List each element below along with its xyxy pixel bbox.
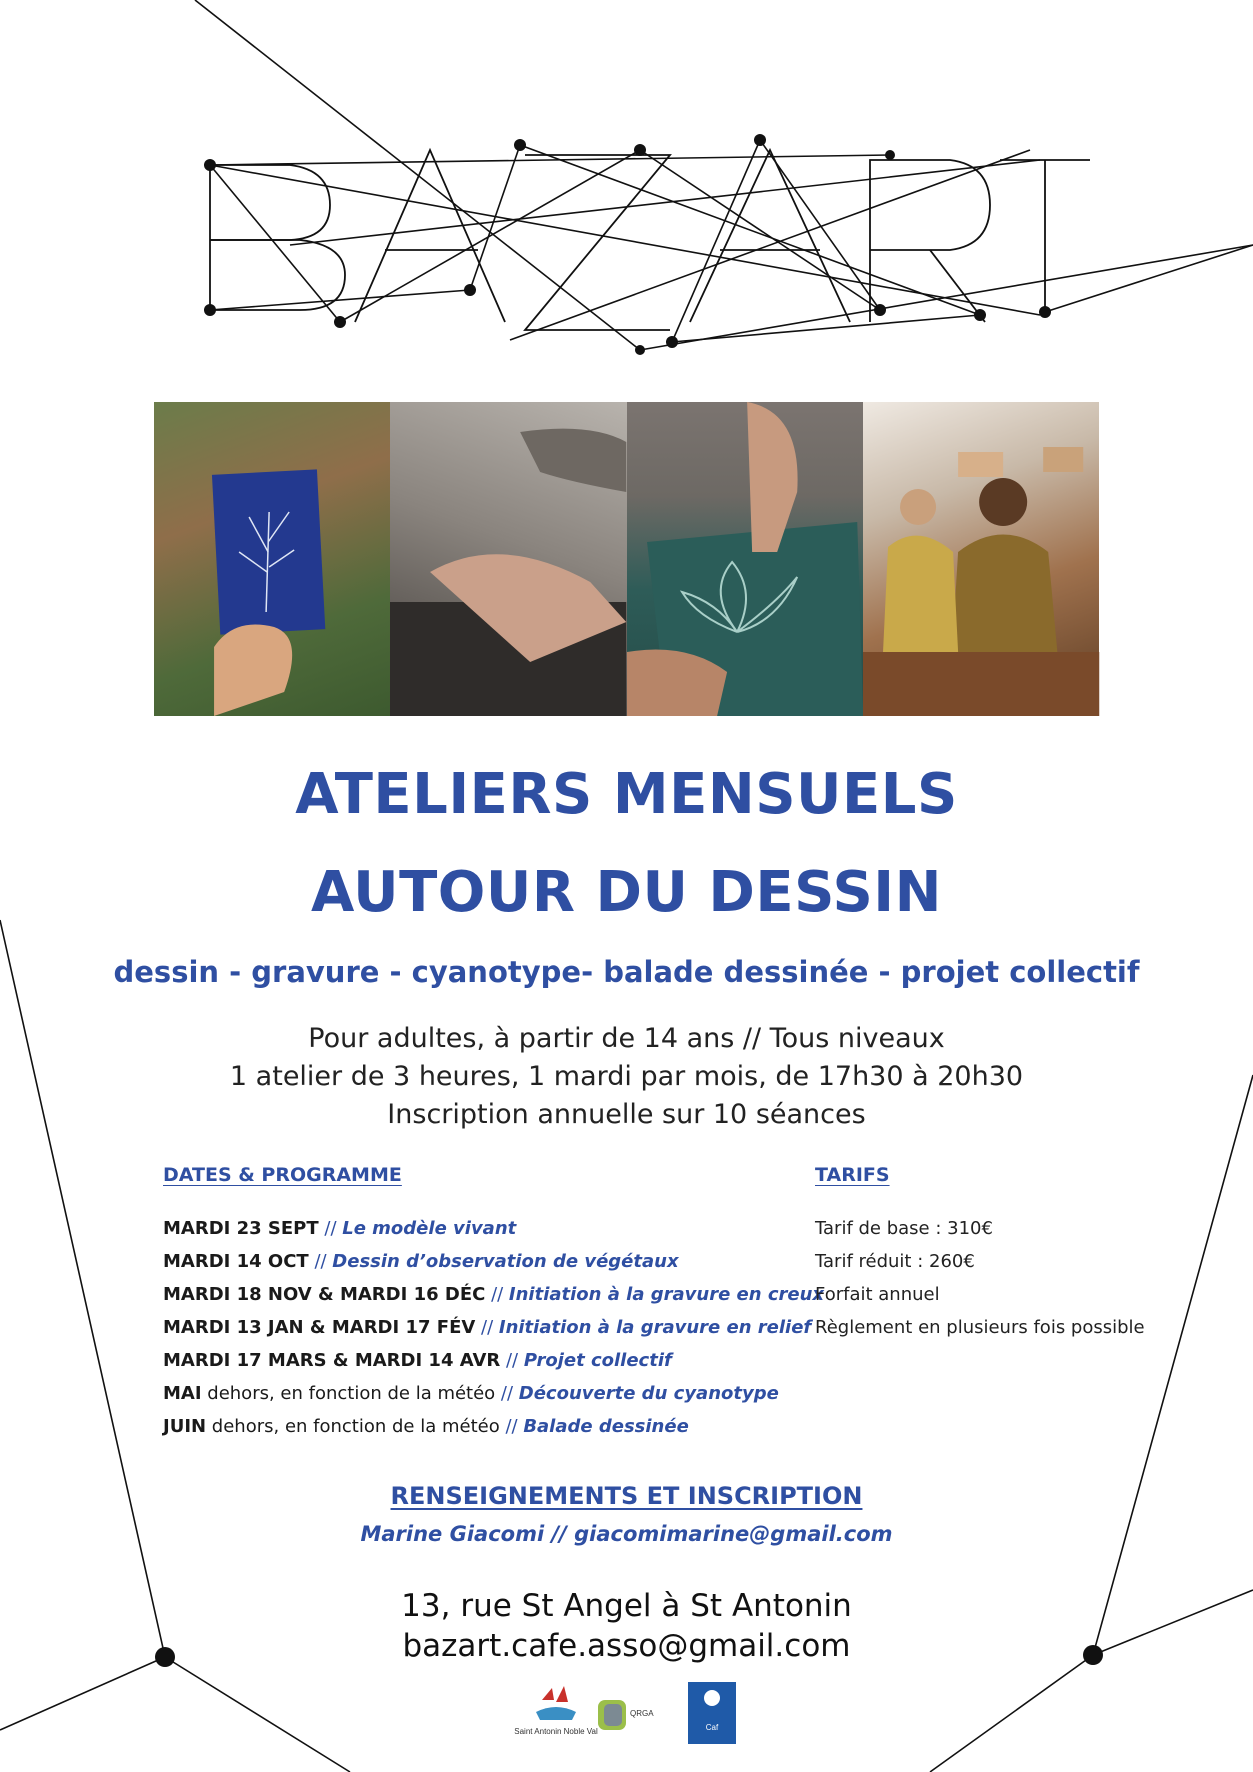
partner-logos [0,1680,1253,1750]
contact-heading: RENSEIGNEMENTS ET INSCRIPTION [390,1482,863,1510]
program-separator: // [499,1416,524,1437]
program-date: MAI [163,1383,202,1404]
tarif-line: Forfait annuel [815,1284,940,1305]
tarif-line: Tarif réduit : 260€ [815,1251,975,1272]
brand-logo [195,128,1095,343]
program-row [163,1377,813,1410]
contact-email[interactable]: bazart.cafe.asso@gmail.com [402,1628,851,1664]
program-row [163,1311,813,1344]
program-date: MARDI 18 NOV & MARDI 16 DÉC [163,1284,486,1305]
program-date: JUIN [163,1416,207,1437]
address-block [0,1586,1253,1666]
intro-line: Pour adultes, à partir de 14 ans // Tous niveaux [308,1023,945,1054]
workshop-photo [863,402,1099,716]
program-note: dehors, en fonction de la météo [206,1416,500,1437]
headline-subtitle: dessin - gravure - cyanotype- balade dessinée - projet collectif [113,955,1140,989]
program-row [163,1344,813,1377]
street-address: 13, rue St Angel à St Antonin [401,1588,852,1624]
cyanotype-photo [154,402,390,716]
intro-text [0,1020,1253,1134]
program-topic: Balade dessinée [523,1416,689,1437]
program-row [163,1410,813,1443]
tarif-line: Règlement en plusieurs fois possible [815,1317,1145,1338]
program-topic: Initiation à la gravure en relief [498,1317,812,1338]
tarifs-list [815,1212,1145,1344]
program-date: MARDI 13 JAN & MARDI 17 FÉV [163,1317,476,1338]
partner-logo-label: Caf [705,1723,719,1732]
program-date: MARDI 23 SEPT [163,1218,319,1239]
program-row [163,1245,813,1278]
intro-line: Inscription annuelle sur 10 séances [387,1099,866,1130]
program-list [163,1212,825,1443]
intro-line: 1 atelier de 3 heures, 1 mardi par mois, de 17h30 à 20h30 [229,1061,1024,1092]
program-topic: Le modèle vivant [342,1218,517,1239]
program-separator: // [475,1317,499,1338]
tarifs-heading: TARIFS [815,1164,890,1186]
saint-antonin-logo [514,1680,598,1750]
program-row [163,1278,825,1311]
photo-strip [154,402,1099,716]
program-topic: Initiation à la gravure en creux [508,1284,825,1305]
partner-logo-label: QRGA [630,1709,654,1718]
dates-heading: DATES & PROGRAMME [163,1164,402,1186]
program-separator: // [308,1251,333,1272]
program-topic: Projet collectif [523,1350,672,1371]
qrga-logo [596,1694,660,1738]
program-topic: Découverte du cyanotype [518,1383,779,1404]
partner-logo-label: Saint Antonin Noble Val [514,1727,598,1736]
caf-logo [680,1680,744,1750]
linocut-photo [627,402,863,716]
program-separator: // [500,1350,524,1371]
program-row [163,1212,813,1245]
program-note: dehors, en fonction de la météo [201,1383,496,1404]
program-separator: // [318,1218,343,1239]
drawing-photo [390,402,626,716]
program-separator: // [485,1284,509,1305]
program-separator: // [495,1383,519,1404]
headline-line-2: AUTOUR DU DESSIN [310,860,943,925]
tarif-line: Tarif de base : 310€ [815,1218,993,1239]
contact-line[interactable]: Marine Giacomi // giacomimarine@gmail.com [360,1522,893,1546]
program-date: MARDI 17 MARS & MARDI 14 AVR [163,1350,501,1371]
program-date: MARDI 14 OCT [163,1251,309,1272]
headline-line-1: ATELIERS MENSUELS [295,762,958,827]
program-topic: Dessin d’observation de végétaux [332,1251,679,1272]
